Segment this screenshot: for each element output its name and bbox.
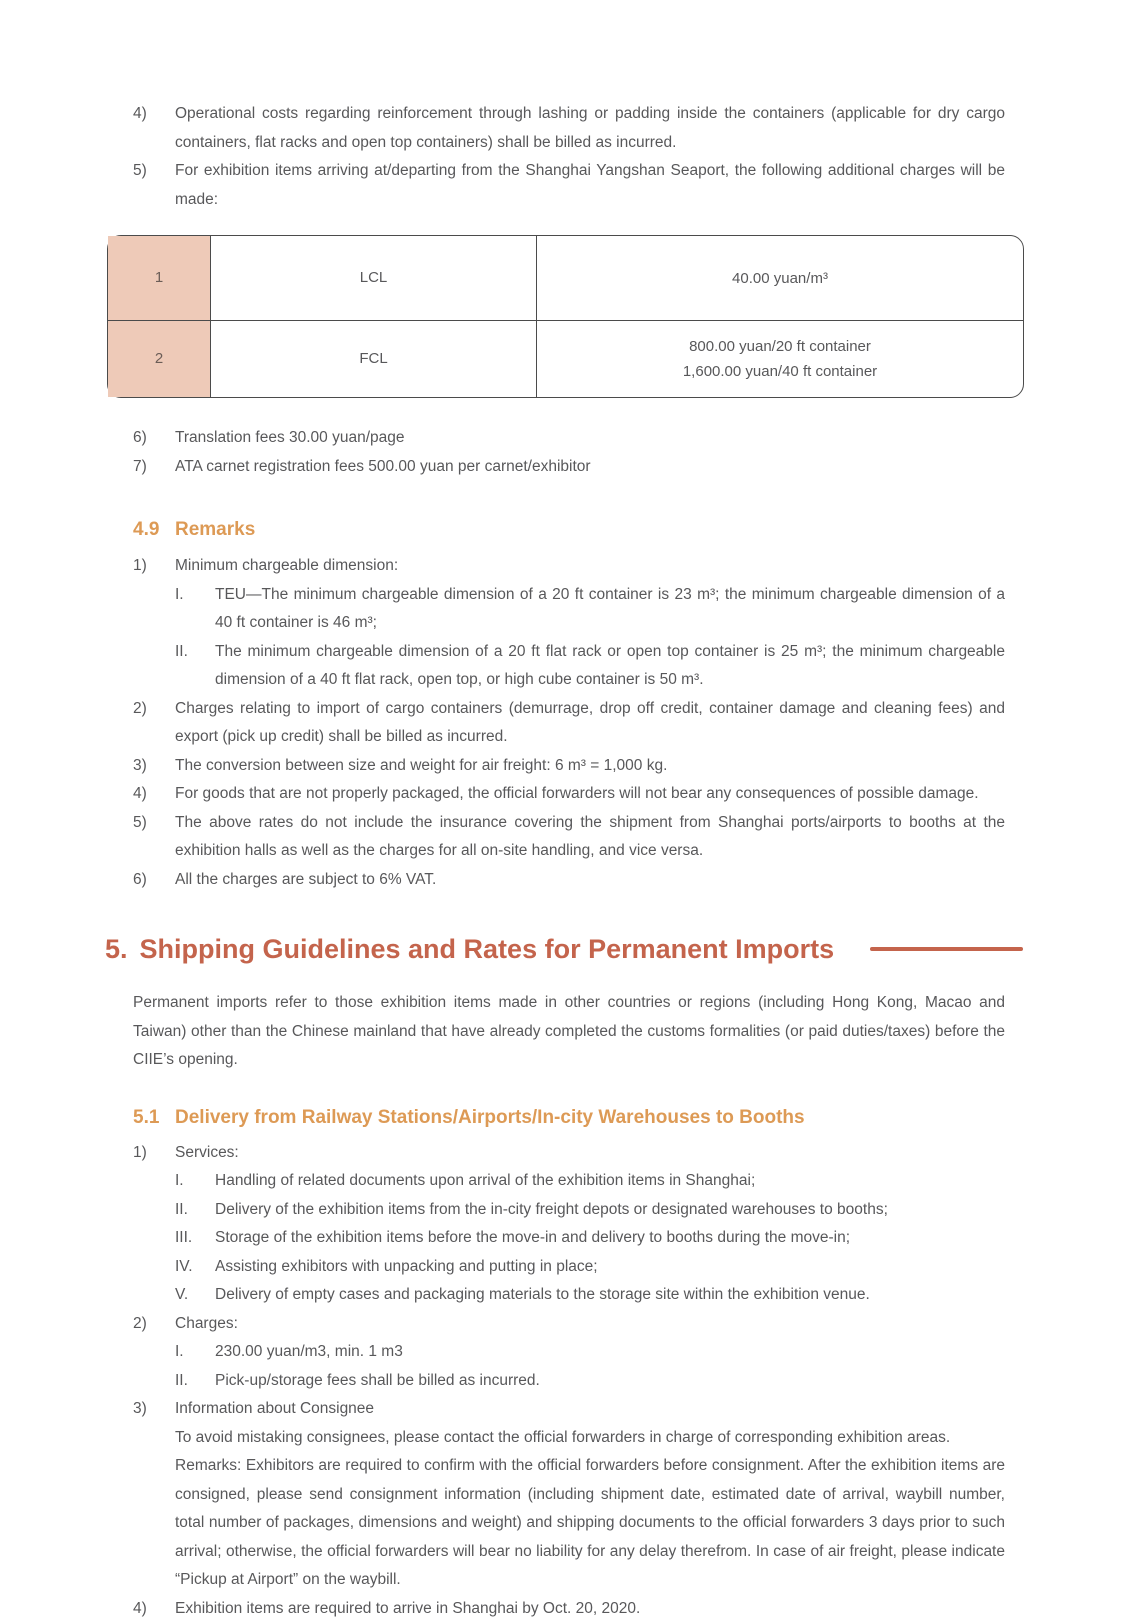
list-item xyxy=(133,1395,1005,1595)
fees-list xyxy=(133,424,1005,481)
remarks-list xyxy=(133,552,1005,894)
roman-list-item xyxy=(175,581,1005,638)
list-item-content xyxy=(175,1310,1005,1396)
list-item-number: 2) xyxy=(133,1310,175,1396)
remarks-section-heading xyxy=(133,515,1005,545)
list-item-number: 2) xyxy=(133,695,175,752)
rate-line: 40.00 yuan/m³ xyxy=(732,266,828,291)
roman-list-item xyxy=(175,1196,1005,1225)
list-item-text: Operational costs regarding reinforcement through lashing or padding inside the containers (applicable for dry cargo containers, flat racks and open top containers) shall be billed as incurred. xyxy=(175,100,1005,157)
list-item-text: Translation fees 30.00 yuan/page xyxy=(175,424,1005,453)
roman-item-text: TEU—The minimum chargeable dimension of a 20 ft container is 23 m³; the minimum chargeable dimension of a 40 ft container is 46 m³; xyxy=(215,581,1005,638)
roman-number: II. xyxy=(175,1367,215,1396)
table-cell-shipment-mode: LCL xyxy=(211,236,537,321)
section-5-intro: Permanent imports refer to those exhibition items made in other countries or regions (including Hong Kong, Macao and Taiwan) other than the Chinese mainland that have already completed the customs formalities (or paid duties/taxes) before the CIIE’s opening. xyxy=(133,989,1005,1075)
list-item-text: For goods that are not properly packaged, the official forwarders will not bear any consequences of possible damage. xyxy=(175,780,1005,809)
roman-item-text: Storage of the exhibition items before the move-in and delivery to booths during the move-in; xyxy=(215,1224,1005,1253)
roman-item-text: The minimum chargeable dimension of a 20 ft flat rack or open top container is 25 m³; the minimum chargeable dimension of a 40 ft flat rack, open top, or high cube container is 50 m³. xyxy=(215,638,1005,695)
roman-list-item xyxy=(175,1224,1005,1253)
section-number: 5.1 xyxy=(133,1103,175,1133)
list-item-text: Charges relating to import of cargo containers (demurrage, drop off credit, container damage and cleaning fees) and export (pick up credit) shall be billed as incurred. xyxy=(175,695,1005,752)
list-item-number: 4) xyxy=(133,1595,175,1623)
roman-item-text: Assisting exhibitors with unpacking and putting in place; xyxy=(215,1253,1005,1282)
section-title: Delivery from Railway Stations/Airports/In-city Warehouses to Booths xyxy=(175,1103,805,1133)
table-cell-row-number: 1 xyxy=(108,236,211,321)
roman-number: II. xyxy=(175,638,215,695)
rate-line: 1,600.00 yuan/40 ft container xyxy=(683,359,877,384)
list-item-text: For exhibition items arriving at/departing from the Shanghai Yangshan Seaport, the following additional charges will be made: xyxy=(175,157,1005,214)
consignee-paragraph: To avoid mistaking consignees, please contact the official forwarders in charge of corresponding exhibition areas. xyxy=(175,1424,1005,1453)
roman-item-text: Pick-up/storage fees shall be billed as incurred. xyxy=(215,1367,1005,1396)
roman-number: I. xyxy=(175,1167,215,1196)
table-cell-rate xyxy=(537,236,1023,321)
table-cell-shipment-mode: FCL xyxy=(211,321,537,397)
list-item xyxy=(133,809,1005,866)
list-item xyxy=(133,1139,1005,1310)
roman-number: V. xyxy=(175,1281,215,1310)
roman-list-item xyxy=(175,1167,1005,1196)
list-item-number: 1) xyxy=(133,552,175,695)
list-item xyxy=(133,424,1005,453)
list-item-number: 5) xyxy=(133,809,175,866)
list-item-text: The above rates do not include the insurance covering the shipment from Shanghai ports/airports to booths at the exhibition halls as well as the charges for all on-site handling, and vice versa. xyxy=(175,809,1005,866)
roman-number: I. xyxy=(175,581,215,638)
section-title: Shipping Guidelines and Rates for Permanent Imports xyxy=(140,932,835,966)
roman-number: III. xyxy=(175,1224,215,1253)
list-item-text: Minimum chargeable dimension: xyxy=(175,552,1005,581)
list-item-text: Exhibition items are required to arrive in Shanghai by Oct. 20, 2020. xyxy=(175,1595,1005,1623)
list-item xyxy=(133,780,1005,809)
roman-list-item xyxy=(175,1281,1005,1310)
list-item-number: 5) xyxy=(133,157,175,214)
list-item-text: All the charges are subject to 6% VAT. xyxy=(175,866,1005,895)
section-number: 5. xyxy=(105,932,128,966)
roman-number: IV. xyxy=(175,1253,215,1282)
list-item-text: ATA carnet registration fees 500.00 yuan per carnet/exhibitor xyxy=(175,453,1005,482)
roman-number: I. xyxy=(175,1338,215,1367)
roman-list-item xyxy=(175,1253,1005,1282)
list-item xyxy=(133,695,1005,752)
list-item-content xyxy=(175,552,1005,695)
roman-list-item xyxy=(175,1338,1005,1367)
list-item-number: 6) xyxy=(133,866,175,895)
list-item xyxy=(133,453,1005,482)
list-item xyxy=(133,157,1005,214)
list-item-text: The conversion between size and weight for air freight: 6 m³ = 1,000 kg. xyxy=(175,752,1005,781)
heading-rule xyxy=(870,947,1023,951)
list-item xyxy=(133,100,1005,157)
section-title: Remarks xyxy=(175,515,255,545)
list-item xyxy=(133,752,1005,781)
list-item xyxy=(133,552,1005,695)
list-item-number: 1) xyxy=(133,1139,175,1310)
list-item-number: 3) xyxy=(133,1395,175,1595)
roman-list-item xyxy=(175,638,1005,695)
consignee-remarks-paragraph: Remarks: Exhibitors are required to confirm with the official forwarders before consignment. After the exhibition items are consigned, please send consignment information (including shipment date, estimated date of arrival, waybill number, total number of packages, dimensions and weight) and shipping documents to the official forwarders 3 days prior to such arrival; otherwise, the official forwarders will bear no liability for any delay therefrom. In case of air freight, please indicate “Pickup at Airport” on the waybill. xyxy=(175,1452,1005,1595)
section-5-1-heading xyxy=(133,1103,1005,1133)
list-item-content xyxy=(175,1139,1005,1310)
section-5-1-list xyxy=(133,1139,1005,1623)
list-item xyxy=(133,1310,1005,1396)
roman-list-item xyxy=(175,1367,1005,1396)
table-cell-row-number: 2 xyxy=(108,321,211,397)
roman-item-text: Delivery of the exhibition items from the in-city freight depots or designated warehouses to booths; xyxy=(215,1196,1005,1225)
section-5-heading xyxy=(105,932,1005,966)
table-cell-rate xyxy=(537,321,1023,397)
list-item-text: Charges: xyxy=(175,1310,1005,1339)
intro-list xyxy=(133,100,1005,214)
list-item-number: 6) xyxy=(133,424,175,453)
section-number: 4.9 xyxy=(133,515,175,545)
list-item-number: 4) xyxy=(133,780,175,809)
list-item-content xyxy=(175,1395,1005,1595)
roman-item-text: 230.00 yuan/m3, min. 1 m3 xyxy=(215,1338,1005,1367)
charges-table xyxy=(107,235,1024,398)
roman-number: II. xyxy=(175,1196,215,1225)
rate-line: 800.00 yuan/20 ft container xyxy=(689,334,871,359)
list-item xyxy=(133,866,1005,895)
list-item-number: 4) xyxy=(133,100,175,157)
list-item xyxy=(133,1595,1005,1623)
list-item-number: 7) xyxy=(133,453,175,482)
roman-item-text: Delivery of empty cases and packaging materials to the storage site within the exhibition venue. xyxy=(215,1281,1005,1310)
roman-item-text: Handling of related documents upon arrival of the exhibition items in Shanghai; xyxy=(215,1167,1005,1196)
list-item-text: Services: xyxy=(175,1139,1005,1168)
list-item-number: 3) xyxy=(133,752,175,781)
list-item-text: Information about Consignee xyxy=(175,1395,1005,1424)
